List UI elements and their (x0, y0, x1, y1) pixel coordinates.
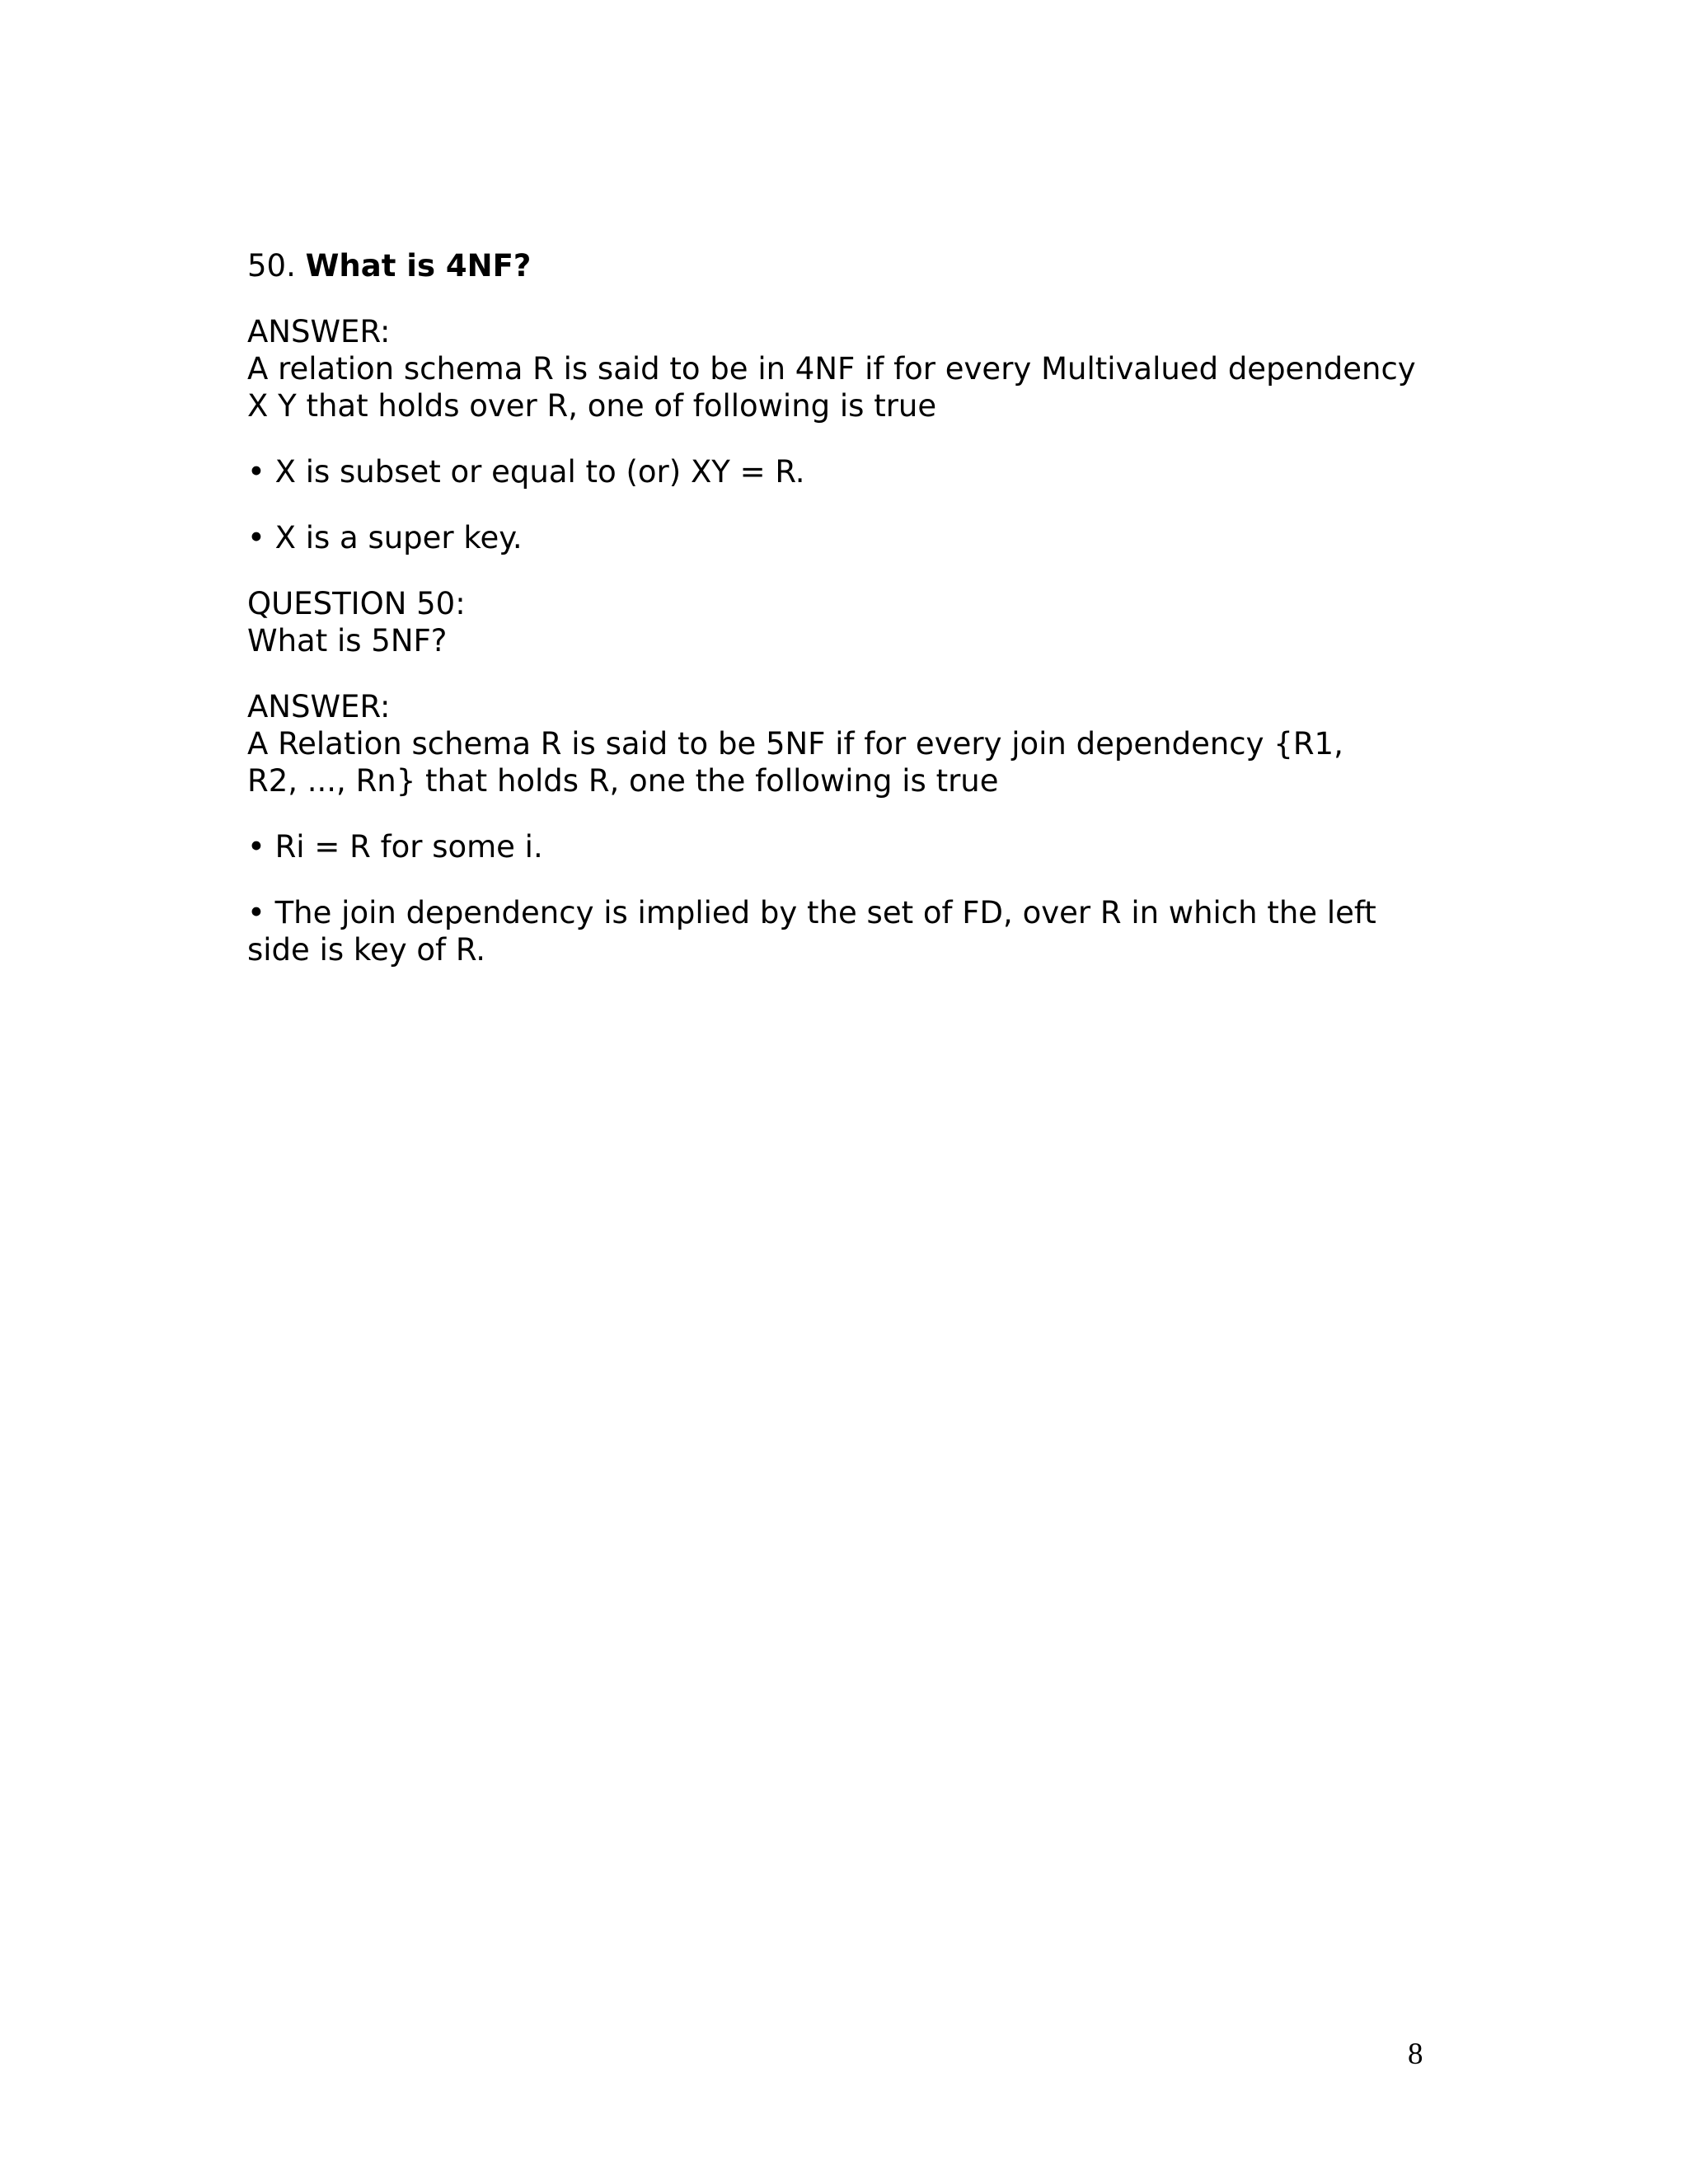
bullet-item: • X is a super key. (247, 520, 523, 555)
bullet-text-line: • The join dependency is implied by the set of FD, over R in which the left (247, 895, 1376, 930)
page-number: 8 (1408, 2037, 1423, 2071)
answer-text-line: R2, ..., Rn} that holds R, one the following is true (247, 763, 999, 799)
answer-5nf-block (247, 688, 1451, 799)
answer-text-line: A Relation schema R is said to be 5NF if for every join dependency {R1, (247, 726, 1343, 762)
bullet-item: • Ri = R for some i. (247, 829, 543, 865)
page-content (247, 247, 1451, 997)
answer-label: ANSWER: (247, 689, 391, 724)
answer-label: ANSWER: (247, 314, 391, 349)
bullet-item: • X is subset or equal to (or) XY = R. (247, 454, 805, 490)
question-4nf-heading (247, 247, 1451, 284)
bullet-text-line: side is key of R. (247, 932, 485, 968)
answer-text-line: X Y that holds over R, one of following is true (247, 388, 937, 424)
question-5nf-block (247, 585, 1451, 659)
answer-text-line: A relation schema R is said to be in 4NF if for every Multivalued dependency (247, 351, 1416, 387)
answer-4nf-block (247, 313, 1451, 424)
question-label: QUESTION 50: (247, 586, 466, 621)
question-title: What is 5NF? (247, 623, 448, 658)
question-title: What is 4NF? (305, 248, 532, 284)
question-number: 50. (247, 248, 296, 284)
bullet-item-multiline (247, 894, 1451, 968)
